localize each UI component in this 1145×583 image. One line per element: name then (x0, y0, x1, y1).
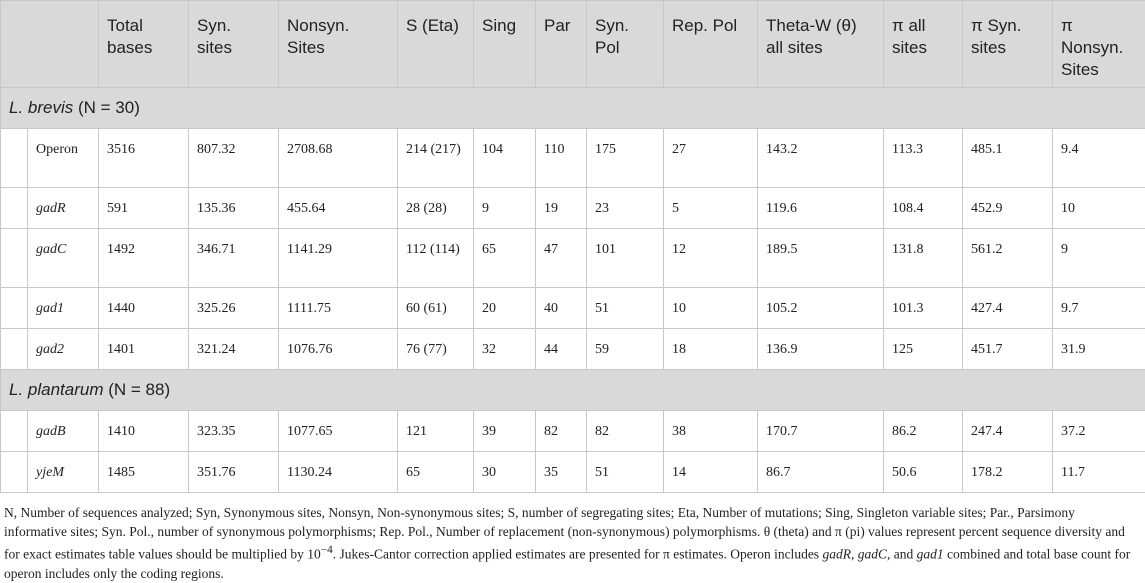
value-cell: 82 (536, 411, 587, 452)
value-cell: 11.7 (1053, 452, 1145, 493)
gene-cell: gad1 (28, 288, 99, 329)
value-cell: 50.6 (884, 452, 963, 493)
value-cell: 1401 (99, 329, 189, 370)
value-cell: 136.9 (758, 329, 884, 370)
value-cell: 131.8 (884, 229, 963, 288)
header-cell: Syn. Pol (587, 1, 664, 88)
value-cell: 189.5 (758, 229, 884, 288)
value-cell: 10 (664, 288, 758, 329)
gene-cell: gad2 (28, 329, 99, 370)
gene-cell: Operon (28, 129, 99, 188)
value-cell: 125 (884, 329, 963, 370)
header-cell: Total bases (99, 1, 189, 88)
value-cell: 51 (587, 288, 664, 329)
value-cell: 14 (664, 452, 758, 493)
group-label (1, 88, 1145, 129)
value-cell: 485.1 (963, 129, 1053, 188)
value-cell: 5 (664, 188, 758, 229)
value-cell: 9.4 (1053, 129, 1145, 188)
value-cell: 76 (77) (398, 329, 474, 370)
value-cell: 325.26 (189, 288, 279, 329)
value-cell: 28 (28) (398, 188, 474, 229)
header-cell: Syn. sites (189, 1, 279, 88)
value-cell: 351.76 (189, 452, 279, 493)
value-cell: 3516 (99, 129, 189, 188)
value-cell: 82 (587, 411, 664, 452)
value-cell: 455.64 (279, 188, 398, 229)
value-cell: 19 (536, 188, 587, 229)
value-cell: 39 (474, 411, 536, 452)
value-cell: 2708.68 (279, 129, 398, 188)
table-row (1, 452, 1145, 493)
value-cell: 321.24 (189, 329, 279, 370)
value-cell: 143.2 (758, 129, 884, 188)
gene-cell: yjeM (28, 452, 99, 493)
value-cell: 12 (664, 229, 758, 288)
value-cell: 113.3 (884, 129, 963, 188)
value-cell: 135.36 (189, 188, 279, 229)
value-cell: 1077.65 (279, 411, 398, 452)
value-cell: 452.9 (963, 188, 1053, 229)
value-cell: 214 (217) (398, 129, 474, 188)
value-cell: 20 (474, 288, 536, 329)
value-cell: 9.7 (1053, 288, 1145, 329)
header-cell: Par (536, 1, 587, 88)
species-name: L. plantarum (9, 380, 104, 399)
gene-cell: gadB (28, 411, 99, 452)
value-cell: 1492 (99, 229, 189, 288)
value-cell: 51 (587, 452, 664, 493)
value-cell: 1440 (99, 288, 189, 329)
value-cell: 10 (1053, 188, 1145, 229)
value-cell: 591 (99, 188, 189, 229)
sample-count: (N = 30) (73, 98, 140, 117)
gene-cell: gadR (28, 188, 99, 229)
header-cell: π all sites (884, 1, 963, 88)
group-row-brevis (1, 88, 1145, 129)
value-cell: 323.35 (189, 411, 279, 452)
value-cell: 112 (114) (398, 229, 474, 288)
value-cell: 101 (587, 229, 664, 288)
header-row (1, 1, 1145, 88)
header-cell: Sing (474, 1, 536, 88)
value-cell: 101.3 (884, 288, 963, 329)
value-cell: 427.4 (963, 288, 1053, 329)
value-cell: 18 (664, 329, 758, 370)
value-cell: 1410 (99, 411, 189, 452)
value-cell: 1141.29 (279, 229, 398, 288)
value-cell: 30 (474, 452, 536, 493)
value-cell: 807.32 (189, 129, 279, 188)
value-cell: 86.7 (758, 452, 884, 493)
value-cell: 65 (474, 229, 536, 288)
value-cell: 561.2 (963, 229, 1053, 288)
value-cell: 175 (587, 129, 664, 188)
value-cell: 40 (536, 288, 587, 329)
gene-cell: gadC (28, 229, 99, 288)
value-cell: 451.7 (963, 329, 1053, 370)
value-cell: 105.2 (758, 288, 884, 329)
value-cell: 121 (398, 411, 474, 452)
value-cell: 32 (474, 329, 536, 370)
value-cell: 119.6 (758, 188, 884, 229)
value-cell: 170.7 (758, 411, 884, 452)
value-cell: 60 (61) (398, 288, 474, 329)
value-cell: 9 (1053, 229, 1145, 288)
value-cell: 47 (536, 229, 587, 288)
table-row (1, 329, 1145, 370)
value-cell: 108.4 (884, 188, 963, 229)
header-cell: Nonsyn. Sites (279, 1, 398, 88)
table-row (1, 129, 1145, 188)
header-cell (1, 1, 99, 88)
value-cell: 31.9 (1053, 329, 1145, 370)
value-cell: 110 (536, 129, 587, 188)
value-cell: 23 (587, 188, 664, 229)
sample-count: (N = 88) (104, 380, 171, 399)
value-cell: 346.71 (189, 229, 279, 288)
value-cell: 44 (536, 329, 587, 370)
value-cell: 59 (587, 329, 664, 370)
value-cell: 247.4 (963, 411, 1053, 452)
header-cell: S (Eta) (398, 1, 474, 88)
table-row (1, 229, 1145, 288)
value-cell: 65 (398, 452, 474, 493)
value-cell: 86.2 (884, 411, 963, 452)
table-row (1, 188, 1145, 229)
value-cell: 1076.76 (279, 329, 398, 370)
header-cell: π Nonsyn. Sites (1053, 1, 1145, 88)
value-cell: 178.2 (963, 452, 1053, 493)
value-cell: 9 (474, 188, 536, 229)
value-cell: 1111.75 (279, 288, 398, 329)
table-row (1, 288, 1145, 329)
value-cell: 104 (474, 129, 536, 188)
value-cell: 37.2 (1053, 411, 1145, 452)
header-cell: π Syn. sites (963, 1, 1053, 88)
header-cell: Rep. Pol (664, 1, 758, 88)
value-cell: 35 (536, 452, 587, 493)
table-footnote: N, Number of sequences analyzed; Syn, Synonymous sites, Nonsyn, Non-synonymous sites; S, number of segregating sites; Eta, Number of mutations; Sing, Singleton variable sites; Par., Parsimony informative sites; Syn. Pol., number of synonymous polymorphisms; Rep. Pol., Number of replacement (non-synonymous) polymorphisms. θ (theta) and π (pi) values represent percent sequence diversity and for exact estimates table values should be multiplied by $10^{-4}$. Jukes-Cantor correction applied estimates are presented for π estimates. Operon includes gadR, gadC, and gad1 combined and total base count for operon includes only the coding regions. (0, 493, 1145, 583)
value-cell: 1485 (99, 452, 189, 493)
group-row-plantarum (1, 370, 1145, 411)
group-label (1, 370, 1145, 411)
header-cell: Theta-W (θ) all sites (758, 1, 884, 88)
value-cell: 1130.24 (279, 452, 398, 493)
value-cell: 27 (664, 129, 758, 188)
table-row (1, 411, 1145, 452)
value-cell: 38 (664, 411, 758, 452)
species-name: L. brevis (9, 98, 73, 117)
